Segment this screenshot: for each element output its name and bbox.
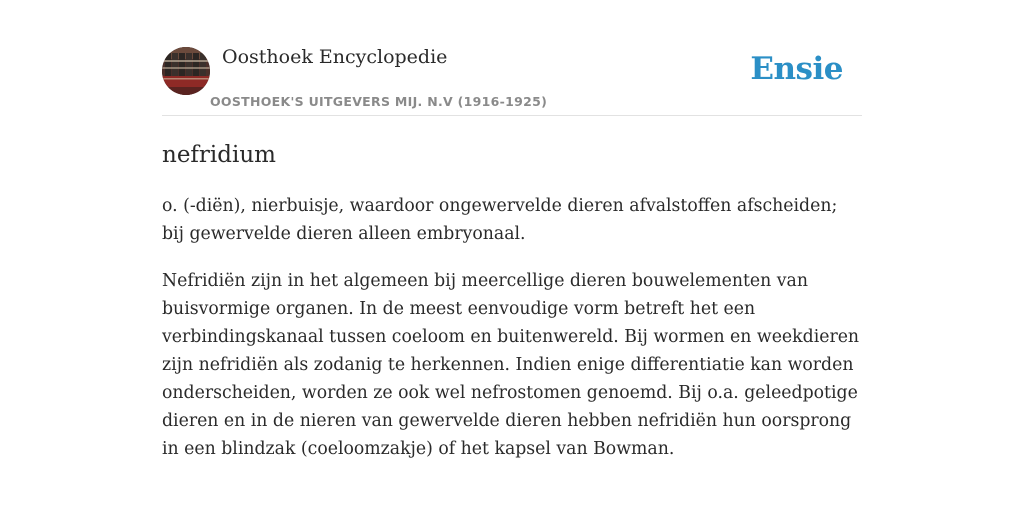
entry-definition: o. (-diën), nierbuisje, waardoor ongewervelde dieren afvalstoffen afscheiden; bij gewervelde dieren alleen embryonaal. (162, 196, 838, 244)
entry-body (162, 192, 862, 463)
header (162, 46, 862, 116)
page (162, 0, 862, 463)
ensie-logo-link[interactable]: Ensie (750, 51, 843, 87)
encyclopedia-books-icon[interactable] (162, 47, 210, 95)
entry-title: nefridium (162, 142, 276, 168)
entry-paragraph: Nefridiën zijn in het algemeen bij meercellige dieren bouwelementen van buisvormige organen. In de meest eenvoudige vorm betreft het een verbindingskanaal tussen coeloom en buitenwereld. Bij wormen en weekdieren zijn nefridiën als zodanig te herkennen. Indien enige differentiatie kan worden onderscheiden, worden ze ook wel nefrostomen genoemd. Bij o.a. geleedpotige dieren en in de nieren van gewervelde dieren hebben nefridiën hun oorsprong in een blindzak (coeloomzakje) of het kapsel van Bowman. (162, 271, 860, 459)
source-subtitle: OOSTHOEK'S UITGEVERS MIJ. N.V (1916-1925) (210, 94, 548, 109)
source-title-link[interactable]: Oosthoek Encyclopedie (222, 46, 448, 68)
